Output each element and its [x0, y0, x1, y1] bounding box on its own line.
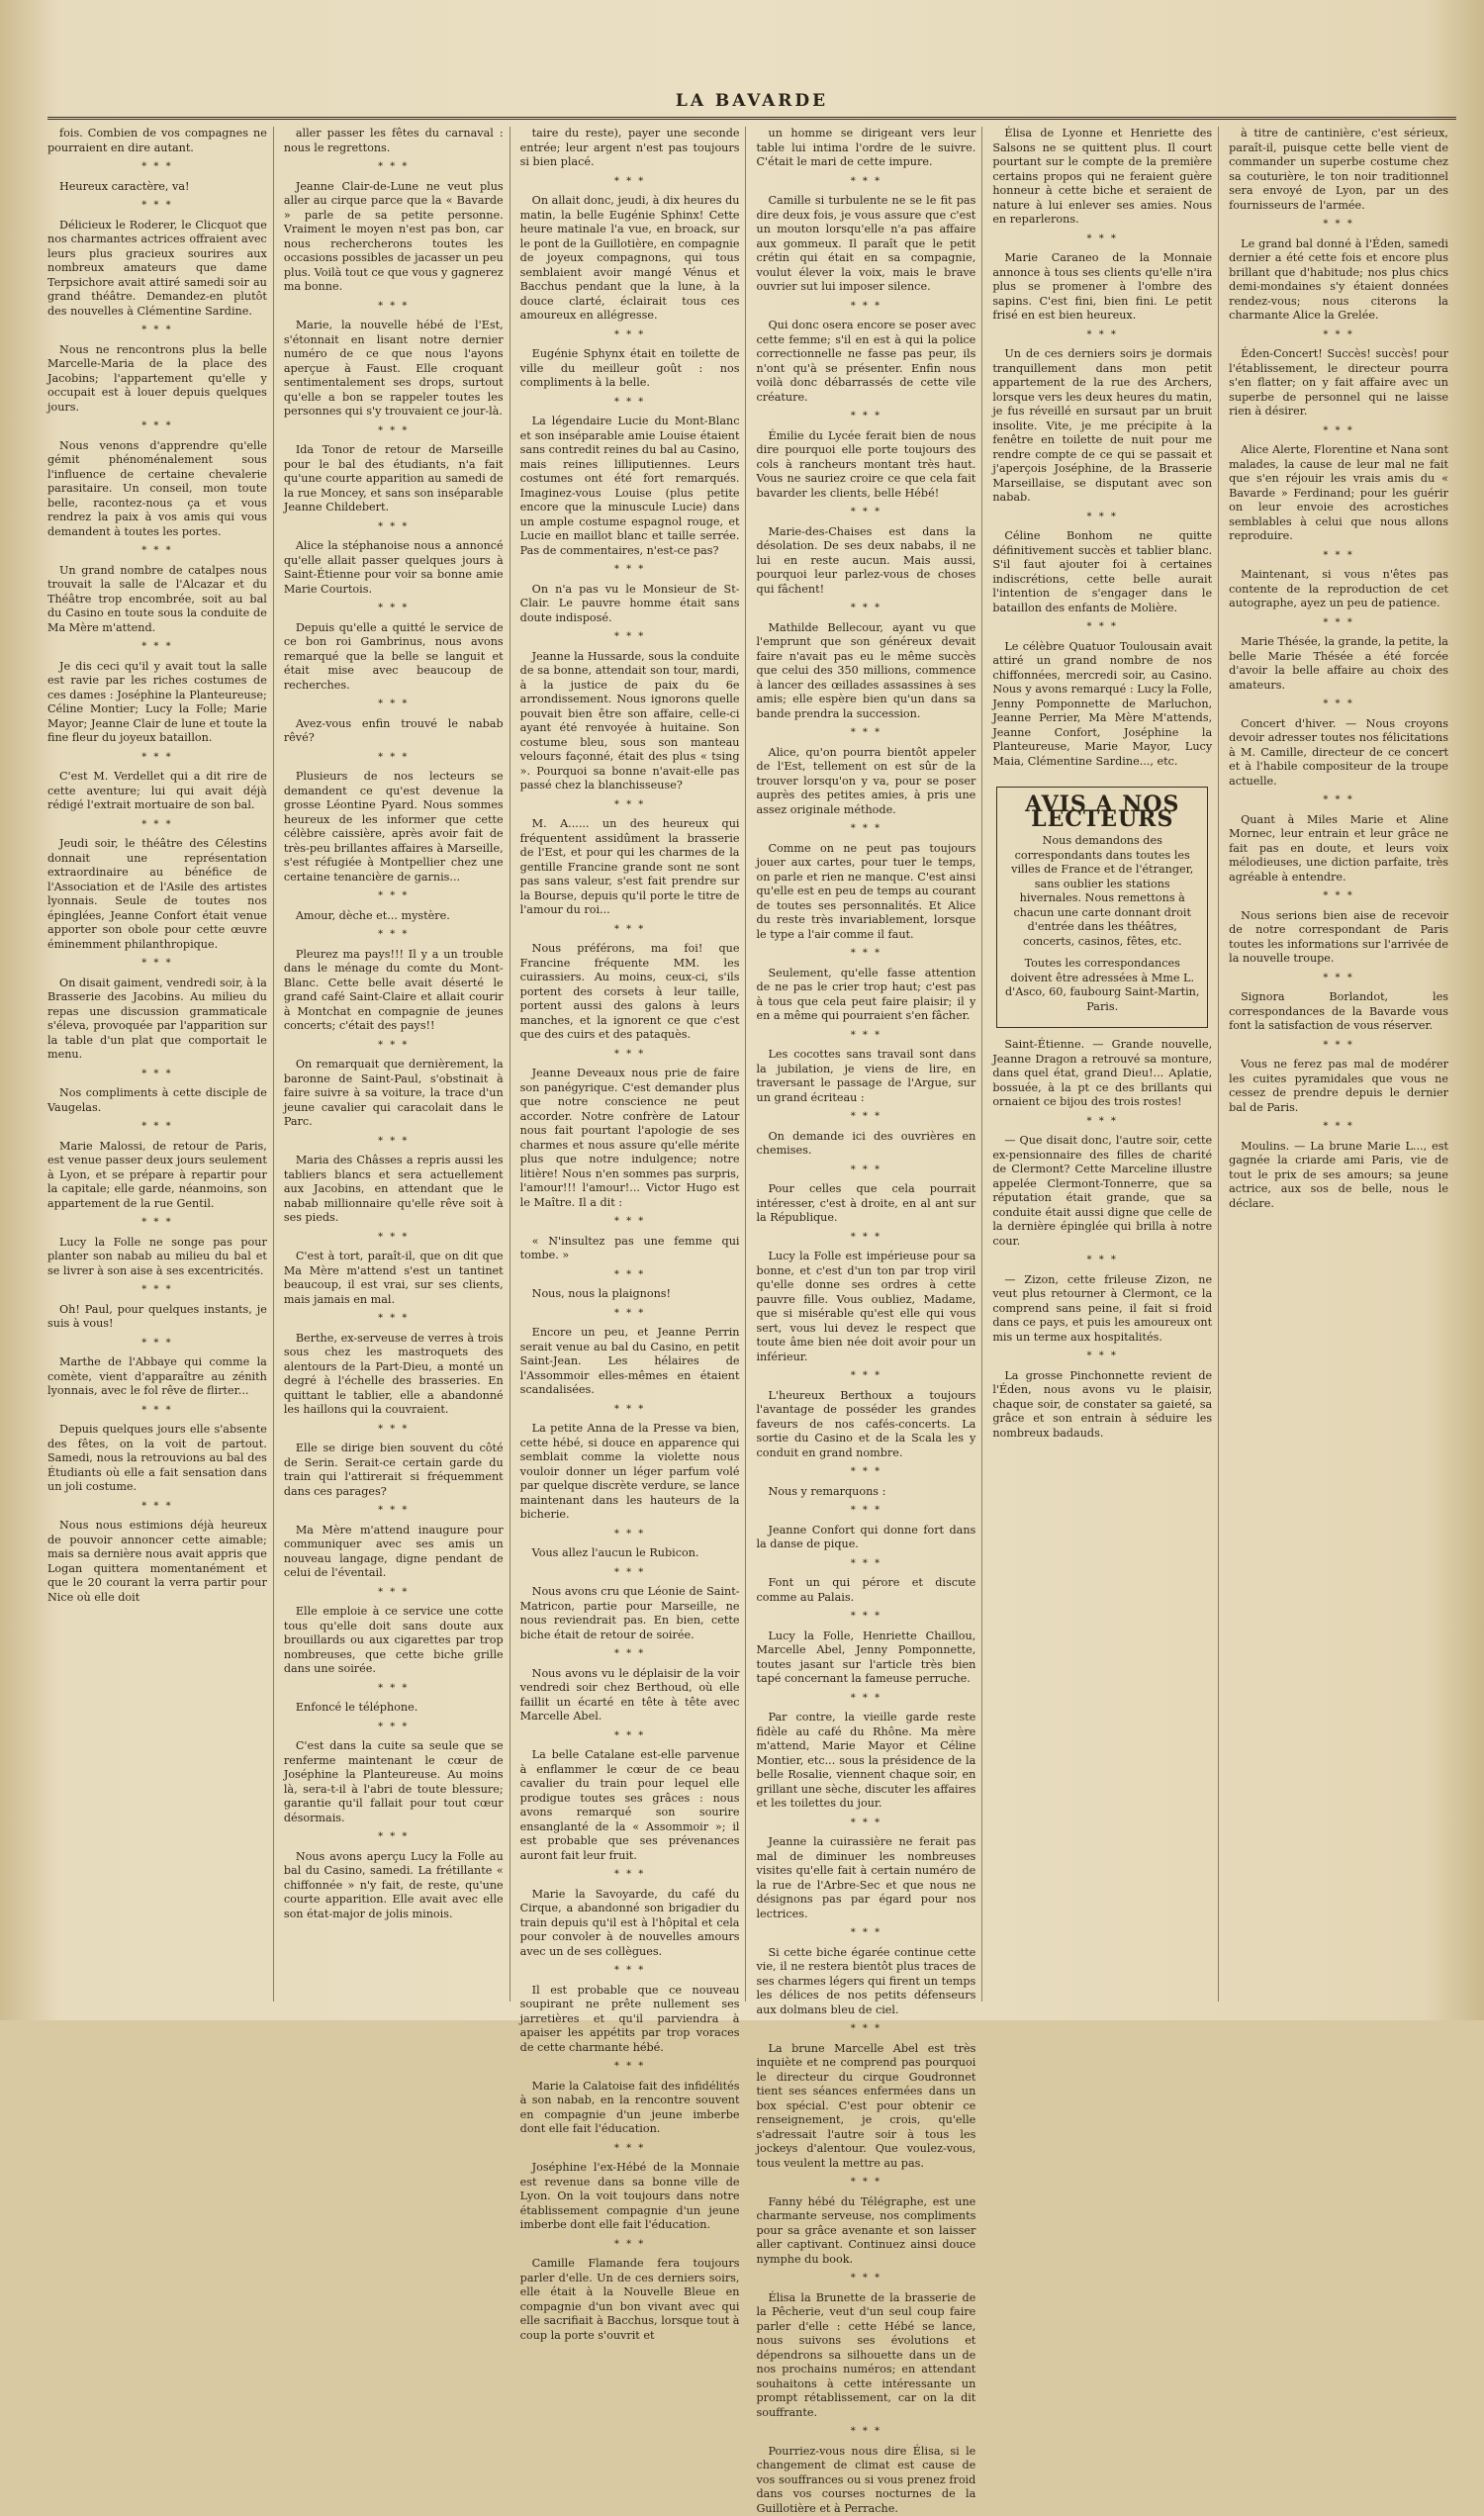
article-paragraph: — Que disait donc, l'autre soir, cette ex-pensionnaire des filles de charité de Clermont? Cette Marceline illustre appelée Clermont-Tonnerre, que sa réputation était grande, que sa conduite était aussi digne que celle de la dernière épinglée qui brilla à notre cour. [992, 1134, 1212, 1249]
article-paragraph: Nous, nous la plaignons! [520, 1287, 740, 1302]
article-paragraph: Nous nous estimions déjà heureux de pouvoir annoncer cette aimable; mais sa dernière nous avait appris que Logan quittera momentanément et que le 20 courant la verra partir pour Nice où elle doit [47, 1519, 267, 1605]
article-paragraph: La grosse Pinchonnette revient de l'Éden, nous avons vu le plaisir, chaque soir, de constater sa gaieté, sa grâce et son entrain à séduire les nombreux badauds. [992, 1369, 1212, 1442]
article-paragraph: Nous serions bien aise de recevoir de notre correspondant de Paris toutes les informations sur l'arrivée de la nouvelle troupe. [1229, 909, 1448, 967]
article-paragraph: Jeanne Clair-de-Lune ne veut plus aller au cirque parce que la « Bavarde » parle de sa petite personne. Vraiment le moyen n'est pas bon, car nous rechercherons toutes les occasions possibles de jacasser un peu plus. Voilà tout ce que vous y gagnerez ma bonne. [284, 180, 504, 295]
masthead [47, 91, 1456, 120]
article-paragraph: Le célèbre Quatuor Toulousain avait attiré un grand nombre de nos chiffonnées, mercredi soir, au Casino. Nous y avons remarqué : Lucy la Folle, Jenny Pomponnette de Marluchon, Jeanne Perrier, Ma Mère M'attends, Jeanne Confort, Joséphine la Planteureuse, Marie Mayor, Lucy Maia, Clémentine Sardine..., etc. [992, 640, 1212, 770]
article-paragraph: On allait donc, jeudi, à dix heures du matin, la belle Eugénie Sphinx! Cette heure matinale l'a vue, en broack, sur le pont de la Guillotière, en compagnie de joyeux compagnons, qui tous semblaient avoir mangé Vénus et Bacchus pendant que la lune, à la douce clarté, éclairait tous ces amoureux en allégresse. [520, 194, 740, 324]
article-paragraph: Éden-Concert! Succès! succès! pour l'établissement, le directeur pourra s'en flatter; on y fait affaire avec un superbe de personnel qui ne laisse rien à désirer. [1229, 347, 1448, 419]
article-paragraph: La légendaire Lucie du Mont-Blanc et son inséparable amie Louise étaient sans contredit reines du bal au Casino, mais reines lilliputiennes. Leurs costumes ont été fort remarqués. Imaginez-vous Louise (plus petite encore que la minuscule Lucie) dans un ample costume espagnol rouge, et Lucie en maillot blanc et taille serrée. Pas de commentaires, n'est-ce pas? [520, 415, 740, 558]
article-paragraph: Moulins. — La brune Marie L..., est gagnée la criarde ami Paris, vie de tout le prix de ses amours; sa jeune actrice, aux sos de belle, nous le déclare. [1229, 1140, 1448, 1212]
section-separator: * * * [47, 199, 267, 214]
article-paragraph: Marie la Savoyarde, du café du Cirque, a abandonné son brigadier du train depuis qu'il est à l'hôpital et cela pour convoler à de nouvelles amours avec un de ses collègues. [520, 1888, 740, 1960]
section-separator: * * * [520, 2142, 740, 2157]
article-paragraph: Alice, qu'on pourra bientôt appeler de l'Est, tellement on est sûr de la trouver lorsqu'on y va, pour se poser auprès des petites amies, à pris une assez originale méthode. [756, 746, 975, 818]
section-separator: * * * [284, 520, 504, 535]
article-paragraph: Encore un peu, et Jeanne Perrin serait venue au bal du Casino, en petit Saint-Jean. Les hélaires de l'Assommoir elles-mêmes en étaient scandalisées. [520, 1326, 740, 1398]
article-paragraph: Concert d'hiver. — Nous croyons devoir adresser toutes nos félicitations à M. Camille, directeur de ce concert et à l'habile compositeur de la troupe actuelle. [1229, 717, 1448, 790]
article-paragraph: Ida Tonor de retour de Marseille pour le bal des étudiants, n'a fait qu'une courte apparition au samedi de la rue Moncey, et sans son inséparable Jeanne Childebert. [284, 443, 504, 515]
column-5 [992, 127, 1219, 2002]
section-separator: * * * [756, 1465, 975, 1480]
article-paragraph: Lucy la Folle est impérieuse pour sa bonne, et c'est d'un ton par trop viril qu'elle donne ses ordres à cette pauvre fille. Vous oubliez, Madame, que si misérable qu'est elle qui vous sert, vous lui devez le respect que toute âme bien née doit avoir pour un inférieur. [756, 1250, 975, 1364]
section-separator: * * * [284, 300, 504, 315]
article-paragraph: L'heureux Berthoux a toujours l'avantage de posséder les grandes faveurs de nos cafés-concerts. La sortie du Casino et de la Scala les y conduit en grand nombre. [756, 1389, 975, 1461]
section-separator: * * * [47, 1404, 267, 1419]
article-paragraph: Vous ne ferez pas mal de modérer les cuites pyramidales que vous ne cessez de prendre depuis le dernier bal de Paris. [1229, 1058, 1448, 1115]
section-separator: * * * [47, 957, 267, 972]
article-paragraph: Avez-vous enfin trouvé le nabab rêvé? [284, 717, 504, 746]
section-separator: * * * [520, 1268, 740, 1283]
article-paragraph: Maria des Châsses a repris aussi les tabliers blancs et sera actuellement aux Jacobins, en attendant que le nabab millionnaire qu'elle rêve soit à ses pieds. [284, 1154, 504, 1226]
article-paragraph: M. A...... un des heureux qui fréquentent assidûment la brasserie de l'Est, et pour qui les charmes de la gentille Francine grande sont ne sont pas sans valeur, s'est fait prendre sur la Bourse, depuis qu'il porte le titre de l'amour du roi... [520, 817, 740, 918]
article-paragraph: Pour celles que cela pourrait intéresser, c'est à droite, en al ant sur la République. [756, 1182, 975, 1226]
section-separator: * * * [520, 1403, 740, 1418]
article-paragraph: Marthe de l'Abbaye qui comme la comète, vient d'apparaître au zénith lyonnais, avec le fol rêve de flirter... [47, 1355, 267, 1399]
article-paragraph: Pourriez-vous nous dire Élisa, si le changement de climat est cause de vos souffrances ou si vous prenez froid dans vos courses nocturnes de la Guillotière et à Perrache. [756, 2445, 975, 2516]
section-separator: * * * [47, 818, 267, 833]
article-paragraph: Un de ces derniers soirs je dormais tranquillement dans mon petit appartement de la rue des Archers, lorsque vers les deux heures du matin, je fus réveillé en sursaut par un bruit insolite. Vite, je me précipite à la fenêtre en toilette de nuit pour me rendre compte de ce qui se passait et j'aperçois Joséphine, de la Brasserie Marseillaise, se disputant avec son nabab. [992, 347, 1212, 506]
section-separator: * * * [520, 1215, 740, 1230]
article-paragraph: La belle Catalane est-elle parvenue à enflammer le cœur de ce beau cavalier du train pour lequel elle prodigue toutes ses grâces : nous avons remarqué son sourire ensanglanté de la « Assommoir »; il est probable que ses prévenances auront fait leur fruit. [520, 1748, 740, 1863]
section-separator: * * * [284, 751, 504, 766]
article-paragraph: Ma Mère m'attend inaugure pour communiquer avec ses amis un nouveau langage, digne pendant de celui de l'éventail. [284, 1524, 504, 1581]
column-5-top [992, 127, 1212, 769]
article-paragraph: La petite Anna de la Presse va bien, cette hébé, si douce en apparence qui semblait comme la violette nous vouloir donner un léger parfum volé par quelque discrète verdure, se lance maintenant dans les hauteurs de la bicherie. [520, 1422, 740, 1523]
section-separator: * * * [756, 1369, 975, 1384]
section-separator: * * * [284, 1586, 504, 1601]
article-paragraph: Heureux caractère, va! [47, 180, 267, 195]
article-paragraph: Émilie du Lycée ferait bien de nous dire pourquoi elle porte toujours des cols à rancheurs montant très haut. Vous ne sauriez croire ce que cela fait bavarder les clients, belle Hébé! [756, 429, 975, 502]
section-separator: * * * [520, 175, 740, 190]
article-paragraph: Jeudi soir, le théâtre des Célestins donnait une représentation extraordinaire au bénéfice de l'Association et de l'Asile des artistes lyonnais. Seule de toutes nos épinglées, Jeanne Confort était venue apporter son obole pour cette œuvre éminemment philanthropique. [47, 837, 267, 952]
section-separator: * * * [284, 602, 504, 616]
article-paragraph: Saint-Étienne. — Grande nouvelle, Jeanne Dragon a retrouvé sa monture, dans quel état, grand Dieu!... Aplatie, bossuée, à la pt ce des brillants qui ornaient ce bijou des trois rostes! [992, 1038, 1212, 1110]
section-separator: * * * [756, 2425, 975, 2440]
article-paragraph: Jeanne la Hussarde, sous la conduite de sa bonne, attendait son tour, mardi, à la justice de paix du 6e arrondissement. Nous ignorons quelle pouvait bien être son affaire, celle-ci ayant été renvoyée à huitaine. Son costume bleu, sous son manteau velours façonné, était des plus « tsing ». Pourquoi sa bonne n'avait-elle pas passé chez la blanchisseuse? [520, 650, 740, 793]
section-separator: * * * [756, 1029, 975, 1044]
article-paragraph: Mathilde Bellecour, ayant vu que l'emprunt que son généreux devait faire n'avait pas eu le même succès que celui des 350 millions, commence à lancer des œillades assassines à ses amis; elle espère bien qu'un dans sa bande prendra la succession. [756, 621, 975, 722]
article-paragraph: Si cette biche égarée continue cette vie, il ne restera bientôt plus traces de ses charmes légers qui firent un temps les délices de nos petits défenseurs aux dolmans bleu de ciel. [756, 1946, 975, 2018]
article-paragraph: — Zizon, cette frileuse Zizon, ne veut plus retourner à Clermont, ce la comprend sans peine, il fait si froid dans ce pays, et puis les amoureux ont mis un terme aux hospitalités. [992, 1273, 1212, 1346]
section-separator: * * * [47, 1120, 267, 1135]
section-separator: * * * [47, 1283, 267, 1298]
article-paragraph: à titre de cantinière, c'est sérieux, paraît-il, puisque cette belle vient de commander un superbe costume chez sa couturière, le ton noir traditionnel sera envoyé de Lyon, par un des fournisseurs de l'armée. [1229, 127, 1448, 213]
section-separator: * * * [1229, 698, 1448, 712]
section-separator: * * * [47, 324, 267, 338]
article-paragraph: Nous avons cru que Léonie de Saint-Matricon, partie pour Marseille, ne nous reviendrait pas. En bien, cette biche était de retour de soirée. [520, 1585, 740, 1642]
section-separator: * * * [756, 1557, 975, 1572]
article-paragraph: Qui donc osera encore se poser avec cette femme; s'il en est à qui la police correctionnelle ne fasse pas peur, ils n'ont qu'à se présenter. Enfin nous voilà donc débarrassés de cette vile créature. [756, 319, 975, 405]
section-separator: * * * [520, 396, 740, 411]
section-separator: * * * [520, 1868, 740, 1883]
section-separator: * * * [520, 2060, 740, 2075]
article-paragraph: Vous allez l'aucun le Rubicon. [520, 1546, 740, 1561]
article-paragraph: Délicieux le Roderer, le Clicquot que nos charmantes actrices offraient avec leurs plus gracieux sourires aux nombreux amateurs que dame Terpsichore avait attiré samedi soir au grand théâtre. Demandez-en plutôt des nouvelles à Clémentine Sardine. [47, 219, 267, 320]
article-paragraph: C'est dans la cuite sa seule que se renferme maintenant le cœur de Joséphine la Planteureuse. Au moins là, sera-t-il à l'abri de toute blessure; garantie qu'il fallait pour tout cœur désormais. [284, 1739, 504, 1825]
article-paragraph: On n'a pas vu le Monsieur de St-Clair. Le pauvre homme était sans doute indisposé. [520, 583, 740, 626]
section-separator: * * * [756, 175, 975, 190]
column-1 [47, 127, 274, 2002]
section-separator: * * * [1229, 424, 1448, 439]
section-separator: * * * [1229, 889, 1448, 904]
section-separator: * * * [992, 511, 1212, 525]
section-separator: * * * [284, 928, 504, 943]
article-paragraph: Lucy la Folle, Henriette Chaillou, Marcelle Abel, Jenny Pomponnette, toutes jasant sur l'article très bien tapé concernant la fameuse perruche. [756, 1630, 975, 1687]
section-separator: * * * [284, 1504, 504, 1519]
section-separator: * * * [520, 1566, 740, 1581]
article-paragraph: C'est M. Verdellet qui a dit rire de cette aventure; lui qui avait déjà rédigé l'extrait mortuaire de son bal. [47, 770, 267, 813]
article-paragraph: On remarquait que dernièrement, la baronne de Saint-Paul, s'obstinait à faire suivre à sa voiture, la trace d'un jeune cavalier qui caracolait dans le Parc. [284, 1058, 504, 1130]
section-separator: * * * [520, 1307, 740, 1322]
column-5-bottom [992, 1038, 1212, 1441]
section-separator: * * * [992, 328, 1212, 343]
section-separator: * * * [756, 1817, 975, 1831]
article-paragraph: On disait gaiment, vendredi soir, à la Brasserie des Jacobins. Au milieu du repas une discussion grammaticale s'éleva, provoquée par l'apparition sur la table d'un plat que comportait le menu. [47, 977, 267, 1063]
section-separator: * * * [284, 424, 504, 439]
section-separator: * * * [992, 233, 1212, 247]
article-paragraph: Je dis ceci qu'il y avait tout la salle est ravie par les riches costumes de ces dames : Joséphine la Planteureuse; Céline Montier; Lucy la Folle; Marie Mayor; Jeanne Clair de lune et toute la fine fleur du joyeux bataillon. [47, 660, 267, 746]
section-separator: * * * [1229, 972, 1448, 986]
section-separator: * * * [284, 1135, 504, 1150]
article-paragraph: Amour, dèche et... mystère. [284, 909, 504, 924]
article-paragraph: Par contre, la vieille garde reste fidèle au café du Rhône. Ma mère m'attend, Marie Mayor et Céline Montier, etc... sous la présidence de la belle Rosalie, viennent chaque soir, en grillant une sèche, discuter les affaires et les toilettes du jour. [756, 1711, 975, 1812]
section-separator: * * * [520, 1048, 740, 1063]
section-separator: * * * [992, 620, 1212, 635]
article-paragraph: Fanny hébé du Télégraphe, est une charmante serveuse, nos compliments pour sa grâce avenante et son laisser aller captivant. Continuez ainsi douce nymphe du book. [756, 2195, 975, 2268]
article-paragraph: Berthe, ex-serveuse de verres à trois sous chez les mastroquets des alentours de la Part-Dieu, a monté un degré à l'échelle des brasseries. En quittant le tablier, elle a abandonné les haillons qui la couvraient. [284, 1332, 504, 1418]
section-separator: * * * [47, 419, 267, 434]
column-2 [284, 127, 510, 2002]
masthead-title: LA BAVARDE [676, 91, 828, 111]
article-paragraph: Joséphine l'ex-Hébé de la Monnaie est revenue dans sa bonne ville de Lyon. On la voit toujours dans notre établissement compagnie d'un jeune imberbe dont elle fait l'éducation. [520, 2161, 740, 2233]
article-paragraph: un homme se dirigeant vers leur table lui intima l'ordre de le suivre. C'était le mari de cette impure. [756, 127, 975, 170]
article-paragraph: Nous avons vu le déplaisir de la voir vendredi soir chez Berthoud, où elle faillit un écarté en tête à tête avec Marcelle Abel. [520, 1667, 740, 1724]
article-paragraph: Un grand nombre de catalpes nous trouvait la salle de l'Alcazar et du Théâtre trop encombrée, soit au bal du Casino en toute sous la conduite de Ma Mère m'attend. [47, 564, 267, 636]
section-separator: * * * [1229, 1120, 1448, 1135]
article-paragraph: Marie la Calatoise fait des infidélités à son nabab, en la rencontre souvent en compagnie d'un jeune imberbe dont elle fait l'éducation. [520, 2080, 740, 2137]
section-separator: * * * [520, 1729, 740, 1744]
article-paragraph: Font un qui pérore et discute comme au Palais. [756, 1576, 975, 1605]
section-separator: * * * [520, 1964, 740, 1979]
section-separator: * * * [520, 2238, 740, 2253]
section-separator: * * * [756, 2022, 975, 2037]
notice-title: AVIS A NOS LECTEURS [1003, 797, 1201, 826]
section-separator: * * * [520, 798, 740, 813]
article-paragraph: Jeanne Confort qui donne fort dans la danse de pique. [756, 1524, 975, 1552]
section-separator: * * * [992, 1350, 1212, 1364]
section-separator: * * * [47, 1337, 267, 1351]
article-paragraph: Eugénie Sphynx était en toilette de ville du meilleur goût : nos compliments à la belle. [520, 347, 740, 391]
section-separator: * * * [756, 506, 975, 520]
notice-text: Nous demandons des correspondants dans toutes les villes de France et de l'étranger, sans oublier les stations hivernales. Nous remettons à chacun une carte donnant droit d'entrée dans les théâtres, concerts, casinos, fêtes, etc. [1003, 834, 1201, 949]
article-paragraph: On demande ici des ouvrières en chemises. [756, 1130, 975, 1159]
article-paragraph: Jeanne la cuirassière ne ferait pas mal de diminuer les nombreuses visites qu'elle fait à certain numéro de la rue de l'Arbre-Sec et que nous ne désignons pas par égard pour nos lectrices. [756, 1835, 975, 1921]
article-paragraph: Seulement, qu'elle fasse attention de ne pas le crier trop haut; c'est pas à tous que cela peut faire plaisir; il y en a même qui pourraient s'en fâcher. [756, 967, 975, 1024]
article-paragraph: Élisa la Brunette de la brasserie de la Pêcherie, veut d'un seul coup faire parler d'elle : cette Hébé se lance, nous suivons ses évolutions et dépendrons sa silhouette dans un de nos prochains numéros; en attendant souhaitons à cette intéressante un prompt rétablissement, car on la dit souffrante. [756, 2291, 975, 2421]
article-paragraph: Marie, la nouvelle hébé de l'Est, s'étonnait en lisant notre dernier numéro de ce que nous l'ayons aperçue à Faust. Elle croquant sentimentalement ses drops, surtout qu'elle a bon se rappeler toutes les personnes qui s'y trouvaient ce jour-là. [284, 319, 504, 419]
article-paragraph: Camille si turbulente ne se le fit pas dire deux fois, je vous assure que c'est un mouton lorsqu'elle n'a pas affaire aux gommeux. Il paraît que le petit crétin qui était en sa compagnie, voulut élever la voix, mais le brave ouvrier sut lui imposer silence. [756, 194, 975, 295]
article-paragraph: Alice Alerte, Florentine et Nana sont malades, la cause de leur mal ne fait que s'en réjouir les vrais amis du « Bavarde » Ferdinand; pour les guérir on leur envoie des acrostiches semblables à celui que nous allons reproduire. [1229, 443, 1448, 544]
section-separator: * * * [1229, 616, 1448, 631]
article-paragraph: Camille Flamande fera toujours parler d'elle. Un de ces derniers soirs, elle était à la Nouvelle Bleue en compagnie d'un bon vivant avec qui elle sacrifiait à Bacchus, lorsque tout à coup la porte s'ouvrit et [520, 2257, 740, 2343]
article-paragraph: Enfoncé le téléphone. [284, 1701, 504, 1716]
article-paragraph: Nous préférons, ma foi! que Francine fréquente MM. les cuirassiers. Au moins, ceux-ci, s'ils portent des corsets à leur taille, portent aussi des galons à leurs manches, et la ignorent ce que c'est que des cuirs et des pataquès. [520, 942, 740, 1043]
article-paragraph: Jeanne Deveaux nous prie de faire son panégyrique. C'est demander plus que notre conscience ne peut accorder. Notre confrère de Latour nous fait pourtant l'apologie de ses charmes et nous assure qu'elle mérite plus que notre indulgence; notre litière! Nous n'en sommes pas surpris, l'amour!!! l'amour!... Victor Hugo est le Maître. Il a dit : [520, 1067, 740, 1210]
section-separator: * * * [520, 1528, 740, 1542]
article-paragraph: Alice la stéphanoise nous a annoncé qu'elle allait passer quelques jours à Saint-Étienne pour voir sa bonne amie Marie Courtois. [284, 539, 504, 597]
article-paragraph: Le grand bal donné à l'Éden, samedi dernier a été cette fois et encore plus brillant que d'habitude; nos plus chics demi-mondaines s'y étaient données rendez-vous; nous citerons la charmante Alice la Grelée. [1229, 237, 1448, 324]
section-separator: * * * [47, 1500, 267, 1515]
section-separator: * * * [756, 947, 975, 962]
section-separator: * * * [284, 160, 504, 175]
section-separator: * * * [284, 889, 504, 904]
section-separator: * * * [756, 1504, 975, 1519]
section-separator: * * * [756, 2176, 975, 2190]
article-paragraph: Nos compliments à cette disciple de Vaugelas. [47, 1086, 267, 1115]
section-separator: * * * [992, 1115, 1212, 1130]
section-separator: * * * [1229, 1039, 1448, 1054]
section-separator: * * * [1229, 793, 1448, 808]
article-paragraph: Marie Thésée, la grande, la petite, la belle Marie Thésée a été forcée d'avoir la belle affaire au choix des amateurs. [1229, 635, 1448, 693]
section-separator: * * * [756, 1610, 975, 1625]
section-separator: * * * [756, 1926, 975, 1941]
article-paragraph: Maintenant, si vous n'êtes pas contente de la reproduction de cet autographe, ayez un peu de patience. [1229, 568, 1448, 611]
section-separator: * * * [1229, 218, 1448, 233]
section-separator: * * * [756, 300, 975, 315]
article-paragraph: Plusieurs de nos lecteurs se demandent ce qu'est devenue la grosse Léontine Pyard. Nous sommes heureux de les informer que cette célèbre caissière, après avoir fait de très-peu brillantes affaires à Marseille, s'est réfugiée à Montpellier chez une certaine tenancière de garnis... [284, 770, 504, 885]
section-separator: * * * [284, 1830, 504, 1845]
section-separator: * * * [520, 563, 740, 578]
section-separator: * * * [284, 1682, 504, 1697]
article-paragraph: La brune Marcelle Abel est très inquiète et ne comprend pas pourquoi le directeur du cirque Goudronnet tient ses séances enfermées dans un box spécial. C'est pour obtenir ce renseignement, je crois, qu'elle s'adressait l'autre soir à tous les jockeys d'alentour. Que voulez-vous, tous veulent la mettre au pas. [756, 2042, 975, 2172]
article-paragraph: fois. Combien de vos compagnes ne pourraient en dire autant. [47, 127, 267, 155]
section-separator: * * * [284, 1312, 504, 1327]
notice-address: Toutes les correspondances doivent être adressées à Mme L. d'Asco, 60, faubourg Saint-Martin, Paris. [1003, 957, 1201, 1014]
section-separator: * * * [756, 1164, 975, 1178]
section-separator: * * * [756, 410, 975, 424]
section-separator: * * * [756, 602, 975, 616]
section-separator: * * * [520, 328, 740, 343]
section-separator: * * * [1229, 549, 1448, 564]
section-separator: * * * [756, 822, 975, 837]
article-paragraph: Les cocottes sans travail sont dans la jubilation, je viens de lire, en traversant le passage de l'Argue, sur un grand écriteau : [756, 1048, 975, 1105]
article-paragraph: Pleurez ma pays!!! Il y a un trouble dans le ménage du comte du Mont-Blanc. Cette belle avait déserté le grand café Saint-Claire et allait courir à Montchat en compagnie de jeunes concerts; c'était des pays!! [284, 948, 504, 1034]
section-separator: * * * [47, 160, 267, 175]
article-paragraph: Nous y remarquons : [756, 1485, 975, 1500]
section-separator: * * * [47, 1068, 267, 1082]
article-paragraph: Nous venons d'apprendre qu'elle gémit phénoménalement sous l'influence de certaine chevalerie parasitaire. Un conseil, mon toute belle, racontez-nous ça et vous rendrez la paix à vos amis qui vous demandent à toutes les portes. [47, 439, 267, 540]
section-separator: * * * [47, 751, 267, 766]
article-paragraph: Marie Caraneo de la Monnaie annonce à tous ses clients qu'elle n'ira plus se promener à l'ombre des sapins. C'est fini, bien fini. Le petit frisé en est bien heureux. [992, 251, 1212, 324]
section-separator: * * * [47, 640, 267, 655]
section-separator: * * * [756, 1692, 975, 1707]
article-paragraph: Nous avons aperçu Lucy la Folle au bal du Casino, samedi. La frétillante « chiffonnée » n'y fait, de reste, qu'une courte apparition. Elle avait avec elle son état-major de jolis minois. [284, 1850, 504, 1922]
article-paragraph: « N'insultez pas une femme qui tombe. » [520, 1235, 740, 1263]
article-paragraph: aller passer les fêtes du carnaval : nous le regrettons. [284, 127, 504, 155]
section-separator: * * * [47, 1216, 267, 1231]
article-paragraph: Nous ne rencontrons plus la belle Marcelle-Maria de la place des Jacobins; l'appartement qu'elle y occupait est à louer depuis quelques jours. [47, 343, 267, 416]
section-separator: * * * [520, 1647, 740, 1662]
column-6 [1229, 127, 1454, 2002]
article-paragraph: Quant à Miles Marie et Aline Mornec, leur entrain et leur grâce ne fait pas en doute, et leurs voix mélodieuses, une diction parfaite, très agréable à entendre. [1229, 813, 1448, 885]
section-separator: * * * [756, 726, 975, 741]
article-paragraph: Lucy la Folle ne songe pas pour planter son nabab au milieu du bal et se livrer à son aise à ses excentricités. [47, 1236, 267, 1279]
article-paragraph: Signora Borlandot, les correspondances de la Bavarde vous font la satisfaction de vous réserver. [1229, 990, 1448, 1034]
section-separator: * * * [756, 2272, 975, 2286]
article-paragraph: Il est probable que ce nouveau soupirant ne prête nullement ses jarretières et qu'il parviendra à apaiser les appétits par trop voraces de cette charmante hébé. [520, 1984, 740, 2056]
section-separator: * * * [1229, 328, 1448, 343]
section-separator: * * * [520, 923, 740, 938]
article-paragraph: Oh! Paul, pour quelques instants, je suis à vous! [47, 1303, 267, 1332]
article-paragraph: Elle se dirige bien souvent du côté de Serin. Serait-ce certain garde du train qui l'attirerait si fréquemment dans ces parages? [284, 1442, 504, 1499]
section-separator: * * * [284, 1423, 504, 1438]
article-paragraph: taire du reste), payer une seconde entrée; leur argent n'est pas toujours si bien placé. [520, 127, 740, 170]
notice-box [996, 787, 1208, 1028]
article-paragraph: Marie-des-Chaises est dans la désolation. De ses deux nababs, il ne lui en reste aucun. Mais aussi, pourquoi leur parlez-vous de choses qui fâchent! [756, 525, 975, 598]
article-paragraph: C'est à tort, paraît-il, que on dit que Ma Mère m'attend s'est un tantinet beaucoup, il est vrai, sur ses clients, mais jamais en mal. [284, 1250, 504, 1307]
column-3 [520, 127, 747, 2002]
section-separator: * * * [47, 544, 267, 559]
section-separator: * * * [756, 1231, 975, 1246]
section-separator: * * * [284, 698, 504, 712]
column-4 [756, 127, 982, 2002]
section-separator: * * * [520, 630, 740, 645]
article-paragraph: Depuis quelques jours elle s'absente des fêtes, on la voit de partout. Samedi, nous la retrouvions au bal des Étudiants où elle a fait sensation dans un joli costume. [47, 1423, 267, 1495]
section-separator: * * * [284, 1231, 504, 1246]
article-paragraph: Marie Malossi, de retour de Paris, est venue passer deux jours seulement à Lyon, et se prépare à repartir pour la capitale; elle garde, néanmoins, son appartement de la rue Gentil. [47, 1140, 267, 1212]
article-paragraph: Depuis qu'elle a quitté le service de ce bon roi Gambrinus, nous avons remarqué que la belle se languit et était mise avec beaucoup de recherches. [284, 621, 504, 694]
section-separator: * * * [284, 1721, 504, 1735]
article-paragraph: Élisa de Lyonne et Henriette des Salsons ne se quittent plus. Il court pourtant sur le compte de la première certains propos qui ne feraient guère honneur à cette biche et seraient de nature à lui enlever ses amies. Nous en reparlerons. [992, 127, 1212, 228]
section-separator: * * * [992, 1254, 1212, 1268]
article-columns [47, 127, 1454, 2002]
section-separator: * * * [284, 1039, 504, 1054]
article-paragraph: Elle emploie à ce service une cotte tous qu'elle doit sans doute aux brouillards ou aux cigarettes par trop nombreuses, que cette biche grille dans une soirée. [284, 1605, 504, 1677]
article-paragraph: Céline Bonhom ne quitte définitivement succès et tablier blanc. S'il faut ajouter foi à certaines indiscrétions, cette belle aurait l'intention de s'engager dans le bataillon des enfants de Molière. [992, 529, 1212, 615]
section-separator: * * * [756, 1110, 975, 1125]
article-paragraph: Comme on ne peut pas toujours jouer aux cartes, pour tuer le temps, on parle et rien ne manque. C'est ainsi qu'elle est en peu de temps au courant de toutes ses personnalités. Et Alice du reste très invariablement, lorsque le type a l'air comme il faut. [756, 842, 975, 943]
